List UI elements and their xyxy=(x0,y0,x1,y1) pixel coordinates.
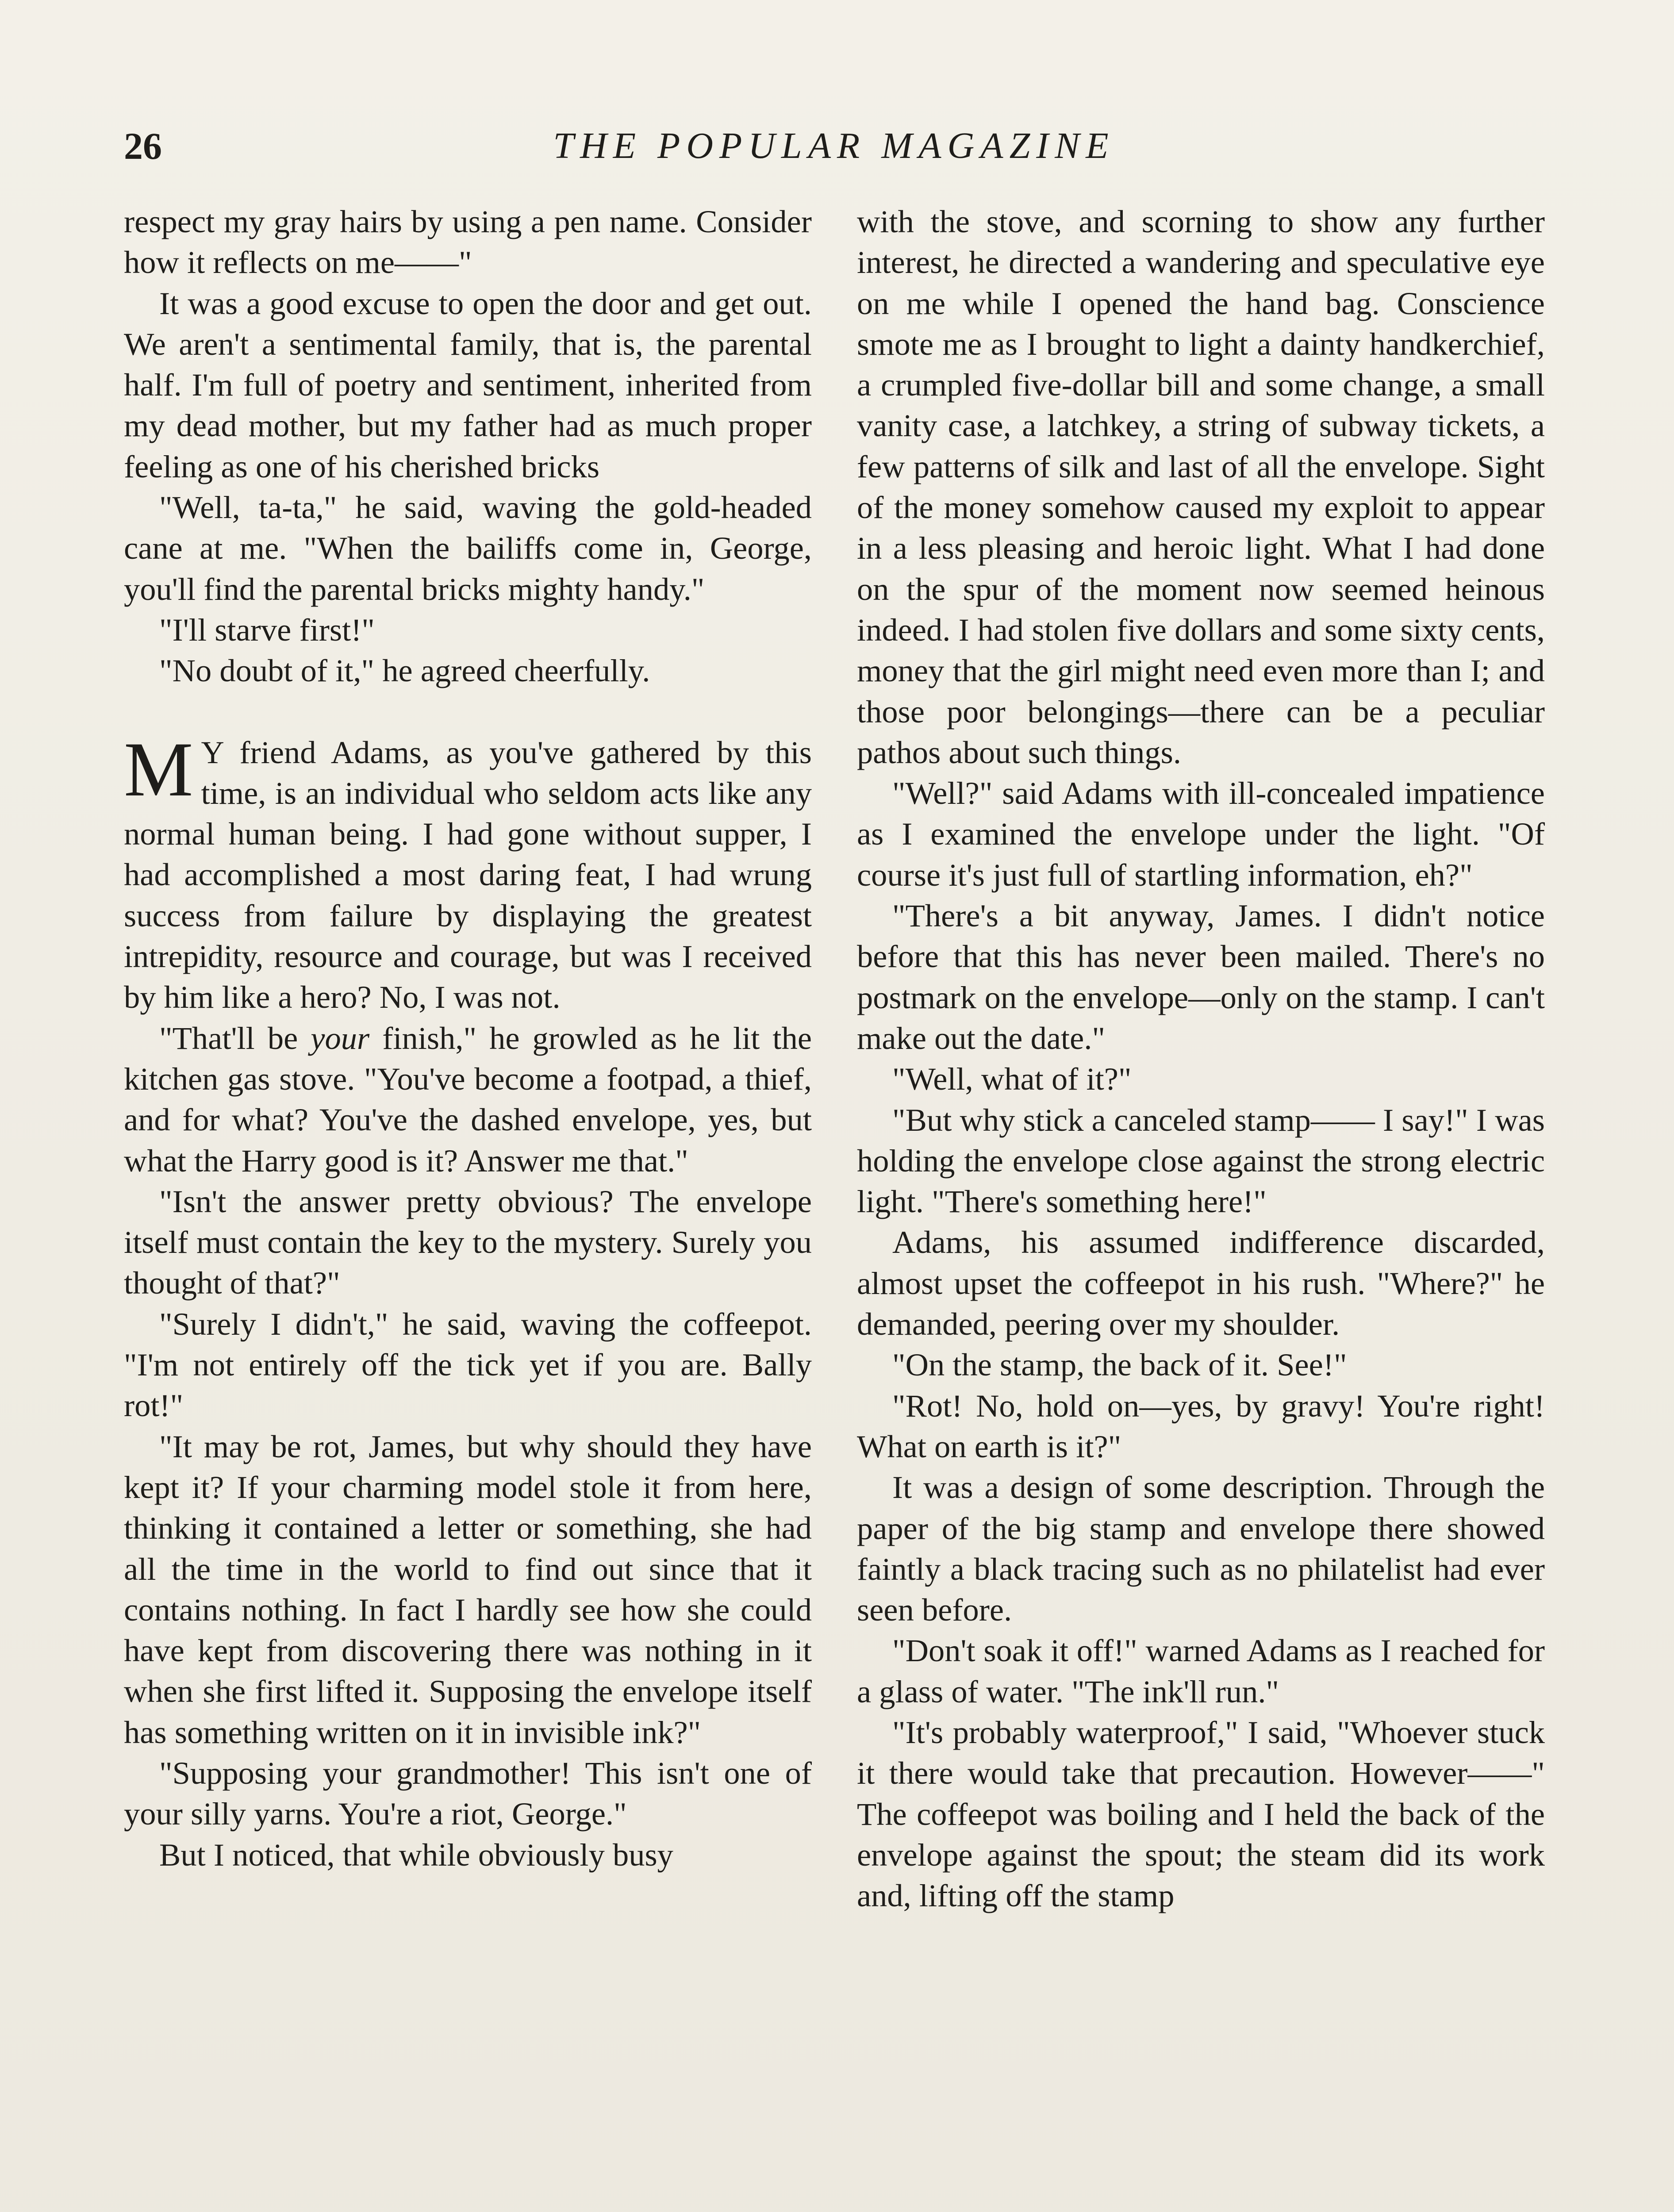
paragraph: "Well, what of it?" xyxy=(892,1061,1132,1097)
emphasis-text: your xyxy=(311,1020,370,1056)
paragraph: "Well?" said Adams with ill-concealed impatience as I examined the envelope under the light. "Of course it's just full of startling information, eh?" xyxy=(857,775,1545,893)
drop-cap: M xyxy=(124,726,193,813)
paragraph: "Surely I didn't," he said, waving the coffeepot. "I'm not entirely off the tick yet if you are. Bally rot!" xyxy=(124,1306,812,1424)
page-number: 26 xyxy=(124,125,162,167)
paragraph-text: finish," he growled as he lit the kitchen gas stove. "You've become a footpad, a thief, and for what? You've the dashed envelope, yes, but what the Harry good is it? Answer me that." xyxy=(124,1020,812,1179)
dropcap-paragraph-text: Y friend Adams, as you've gathered by this time, is an individual who seldom acts like any normal human being. I had gone without supper, I had accomplished a most daring feat, I had wrung success from failure by displaying the greatest intrepidity, resource and courage, but was I received by him like a hero? No, I was not. xyxy=(124,734,812,1015)
paragraph: with the stove, and scorning to show any further interest, he directed a wandering and speculative eye on me while I opened the hand bag. Conscience smote me as I brought to light a dainty handkerchief, a crumpled five-dollar bill and some change, a small vanity case, a latchkey, a string of subway tickets, a few patterns of silk and last of all the envelope. Sight of the money somehow caused my exploit to appear in a less pleasing and heroic light. What I had done on the spur of the moment now seemed heinous indeed. I had stolen five dollars and some sixty cents, money that the girl might need even more than I; and those poor belongings—there can be a peculiar pathos about such things. xyxy=(857,204,1545,770)
dropcap-paragraph xyxy=(124,726,812,1018)
paragraph: It was a good excuse to open the door and get out. We aren't a sentimental family, that is, the parental half. I'm full of poetry and sentiment, inherited from my dead mother, but my father had as much proper feeling as one of his cherished bricks xyxy=(124,285,812,484)
paragraph: But I noticed, that while obviously busy xyxy=(159,1836,673,1873)
paragraph: "Supposing your grandmother! This isn't one of your silly yarns. You're a riot, George." xyxy=(124,1755,812,1832)
paragraph: "I'll starve first!" xyxy=(159,611,375,648)
section-break xyxy=(124,691,812,732)
paragraph xyxy=(124,1018,812,1181)
paragraph: "It's probably waterproof," I said, "Whoever stuck it there would take that precaution. However——" The coffeepot was boiling and I held the back of the envelope against the spout; the steam did its work and, lifting off the stamp xyxy=(857,1714,1545,1914)
paragraph: "There's a bit anyway, James. I didn't notice before that this has never been mailed. There's no postmark on the envelope—only on the stamp. I can't make out the date." xyxy=(857,898,1545,1056)
left-column xyxy=(124,201,812,1875)
paragraph: Adams, his assumed indifference discarded, almost upset the coffeepot in his rush. "Where?" he demanded, peering over my shoulder. xyxy=(857,1224,1545,1342)
paragraph: "On the stamp, the back of it. See!" xyxy=(892,1347,1347,1383)
page-header xyxy=(124,119,1544,173)
paragraph: "Well, ta-ta," he said, waving the gold-headed cane at me. "When the bailiffs come in, George, you'll find the parental bricks mighty handy." xyxy=(124,489,812,607)
paragraph: respect my gray hairs by using a pen name. Consider how it reflects on me——" xyxy=(124,204,812,280)
paragraph: "Don't soak it off!" warned Adams as I reached for a glass of water. "The ink'll run." xyxy=(857,1632,1545,1709)
right-column xyxy=(857,201,1545,1916)
paragraph: "Isn't the answer pretty obvious? The envelope itself must contain the key to the mystery. Surely you thought of that?" xyxy=(124,1183,812,1301)
paragraph: "Rot! No, hold on—yes, by gravy! You're right! What on earth is it?" xyxy=(857,1387,1545,1464)
paragraph: "It may be rot, James, but why should they have kept it? If your charming model stole it from here, thinking it contained a letter or something, she had all the time in the world to find out since that it contains nothing. In fact I hardly see how she could have kept from discovering there was nothing in it when she first lifted it. Supposing the envelope itself has something written on it in invisible ink?" xyxy=(124,1428,812,1750)
paragraph: "But why stick a canceled stamp—— I say!" I was holding the envelope close against the strong electric light. "There's something here!" xyxy=(857,1102,1545,1220)
paragraph: "No doubt of it," he agreed cheerfully. xyxy=(159,653,650,689)
running-title: THE POPULAR MAGAZINE xyxy=(553,125,1115,166)
paragraph: It was a design of some description. Through the paper of the big stamp and envelope there showed faintly a black tracing such as no philatelist had ever seen before. xyxy=(857,1469,1545,1628)
paragraph-text: "That'll be xyxy=(159,1020,311,1056)
